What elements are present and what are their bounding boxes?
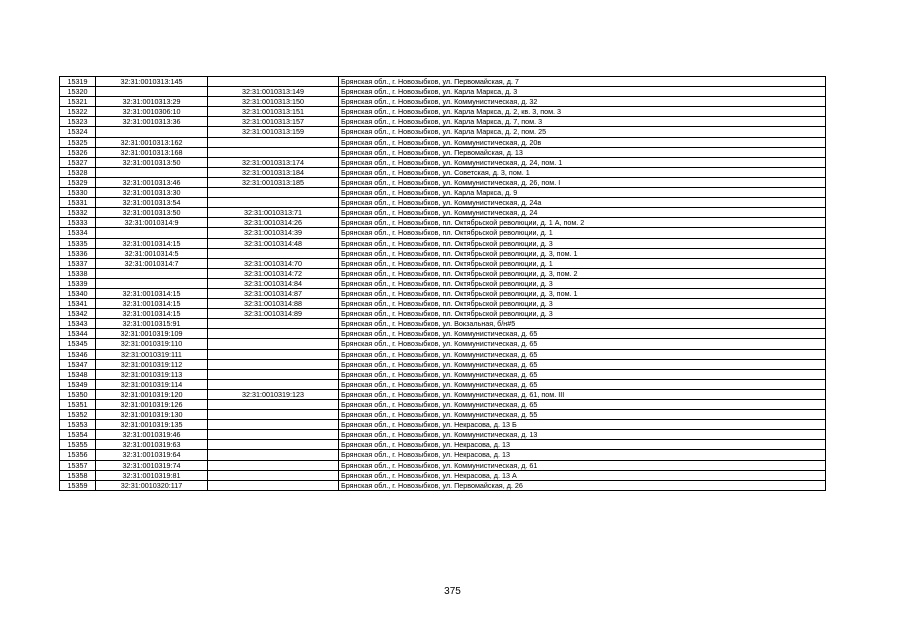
cadastral-number-cell: 32:31:0010319:63 — [96, 440, 208, 450]
address-cell: Брянская обл., г. Новозыбков, ул. Вокзальная, б/н#5 — [339, 319, 826, 329]
address-cell: Брянская обл., г. Новозыбков, ул. Некрасова, д. 13 А — [339, 470, 826, 480]
premises-cadastral-number-cell: 32:31:0010313:159 — [208, 127, 339, 137]
premises-cadastral-number-cell: 32:31:0010314:89 — [208, 309, 339, 319]
cadastral-number-cell: 32:31:0010313:145 — [96, 77, 208, 87]
cadastral-number-cell: 32:31:0010313:50 — [96, 208, 208, 218]
address-cell: Брянская обл., г. Новозыбков, пл. Октябрьской революции, д. 1 — [339, 258, 826, 268]
row-number-cell: 15323 — [60, 117, 96, 127]
table-row — [60, 470, 826, 480]
cadastral-number-cell: 32:31:0010319:113 — [96, 369, 208, 379]
cadastral-number-cell: 32:31:0010313:29 — [96, 97, 208, 107]
row-number-cell: 15321 — [60, 97, 96, 107]
table-row — [60, 379, 826, 389]
table-row — [60, 359, 826, 369]
cadastral-number-cell: 32:31:0010320:117 — [96, 480, 208, 490]
address-cell: Брянская обл., г. Новозыбков, ул. Коммунистическая, д. 61 — [339, 460, 826, 470]
premises-cadastral-number-cell — [208, 400, 339, 410]
table-row — [60, 167, 826, 177]
row-number-cell: 15349 — [60, 379, 96, 389]
cadastral-number-cell: 32:31:0010313:46 — [96, 177, 208, 187]
table-row — [60, 97, 826, 107]
address-cell: Брянская обл., г. Новозыбков, ул. Коммунистическая, д. 26, пом. I — [339, 177, 826, 187]
row-number-cell: 15350 — [60, 389, 96, 399]
table-row — [60, 147, 826, 157]
premises-cadastral-number-cell — [208, 480, 339, 490]
cadastral-number-cell: 32:31:0010319:109 — [96, 329, 208, 339]
address-cell: Брянская обл., г. Новозыбков, ул. Советская, д. 3, пом. 1 — [339, 167, 826, 177]
cadastral-number-cell: 32:31:0010314:7 — [96, 258, 208, 268]
premises-cadastral-number-cell: 32:31:0010314:87 — [208, 288, 339, 298]
row-number-cell: 15326 — [60, 147, 96, 157]
address-cell: Брянская обл., г. Новозыбков, ул. Карла Маркса, д. 9 — [339, 188, 826, 198]
address-cell: Брянская обл., г. Новозыбков, ул. Некрасова, д. 13 Б — [339, 420, 826, 430]
cadastral-number-cell: 32:31:0010314:15 — [96, 238, 208, 248]
premises-cadastral-number-cell: 32:31:0010314:70 — [208, 258, 339, 268]
cadastral-number-cell: 32:31:0010313:54 — [96, 198, 208, 208]
cadastral-number-cell: 32:31:0010319:120 — [96, 389, 208, 399]
cadastral-number-cell — [96, 268, 208, 278]
row-number-cell: 15355 — [60, 440, 96, 450]
row-number-cell: 15329 — [60, 177, 96, 187]
cadastral-number-cell — [96, 127, 208, 137]
premises-cadastral-number-cell: 32:31:0010314:72 — [208, 268, 339, 278]
table-row — [60, 480, 826, 490]
premises-cadastral-number-cell — [208, 77, 339, 87]
table-row — [60, 339, 826, 349]
table-row — [60, 389, 826, 399]
address-cell: Брянская обл., г. Новозыбков, ул. Коммунистическая, д. 65 — [339, 369, 826, 379]
address-cell: Брянская обл., г. Новозыбков, пл. Октябрьской революции, д. 3 — [339, 238, 826, 248]
address-cell: Брянская обл., г. Новозыбков, пл. Октябрьской революции, д. 3 — [339, 278, 826, 288]
row-number-cell: 15332 — [60, 208, 96, 218]
row-number-cell: 15328 — [60, 167, 96, 177]
table-row — [60, 218, 826, 228]
premises-cadastral-number-cell — [208, 379, 339, 389]
cadastral-number-cell — [96, 167, 208, 177]
address-cell: Брянская обл., г. Новозыбков, ул. Карла Маркса, д. 7, пом. 3 — [339, 117, 826, 127]
address-cell: Брянская обл., г. Новозыбков, пл. Октябрьской революции, д. 3 — [339, 299, 826, 309]
row-number-cell: 15324 — [60, 127, 96, 137]
premises-cadastral-number-cell: 32:31:0010313:150 — [208, 97, 339, 107]
premises-cadastral-number-cell — [208, 319, 339, 329]
row-number-cell: 15339 — [60, 278, 96, 288]
cadastral-number-cell: 32:31:0010319:46 — [96, 430, 208, 440]
row-number-cell: 15322 — [60, 107, 96, 117]
premises-cadastral-number-cell: 32:31:0010314:39 — [208, 228, 339, 238]
table-row — [60, 208, 826, 218]
row-number-cell: 15359 — [60, 480, 96, 490]
cadastral-number-cell: 32:31:0010319:126 — [96, 400, 208, 410]
premises-cadastral-number-cell: 32:31:0010313:151 — [208, 107, 339, 117]
address-cell: Брянская обл., г. Новозыбков, ул. Первомайская, д. 7 — [339, 77, 826, 87]
table-row — [60, 258, 826, 268]
table-row — [60, 228, 826, 238]
cadastral-number-cell: 32:31:0010306:10 — [96, 107, 208, 117]
premises-cadastral-number-cell — [208, 420, 339, 430]
premises-cadastral-number-cell — [208, 349, 339, 359]
row-number-cell: 15343 — [60, 319, 96, 329]
table-row — [60, 369, 826, 379]
cadastral-number-cell: 32:31:0010313:168 — [96, 147, 208, 157]
premises-cadastral-number-cell: 32:31:0010313:157 — [208, 117, 339, 127]
table-row — [60, 248, 826, 258]
table-row — [60, 299, 826, 309]
cadastral-number-cell: 32:31:0010314:15 — [96, 309, 208, 319]
address-cell: Брянская обл., г. Новозыбков, ул. Коммунистическая, д. 13 — [339, 430, 826, 440]
table-row — [60, 137, 826, 147]
row-number-cell: 15341 — [60, 299, 96, 309]
cadastral-number-cell: 32:31:0010315:91 — [96, 319, 208, 329]
premises-cadastral-number-cell — [208, 440, 339, 450]
cadastral-number-cell: 32:31:0010319:114 — [96, 379, 208, 389]
row-number-cell: 15338 — [60, 268, 96, 278]
cadastral-number-cell — [96, 228, 208, 238]
address-cell: Брянская обл., г. Новозыбков, пл. Октябрьской революции, д. 1 А, пом. 2 — [339, 218, 826, 228]
table-row — [60, 309, 826, 319]
row-number-cell: 15345 — [60, 339, 96, 349]
premises-cadastral-number-cell: 32:31:0010314:88 — [208, 299, 339, 309]
address-cell: Брянская обл., г. Новозыбков, пл. Октябрьской революции, д. 1 — [339, 228, 826, 238]
row-number-cell: 15340 — [60, 288, 96, 298]
cadastral-number-cell: 32:31:0010314:5 — [96, 248, 208, 258]
table-row — [60, 77, 826, 87]
row-number-cell: 15358 — [60, 470, 96, 480]
row-number-cell: 15344 — [60, 329, 96, 339]
table-row — [60, 288, 826, 298]
premises-cadastral-number-cell: 32:31:0010313:149 — [208, 87, 339, 97]
cadastral-number-cell: 32:31:0010314:15 — [96, 288, 208, 298]
address-cell: Брянская обл., г. Новозыбков, пл. Октябрьской революции, д. 3 — [339, 309, 826, 319]
cadastral-number-cell — [96, 278, 208, 288]
premises-cadastral-number-cell: 32:31:0010319:123 — [208, 389, 339, 399]
premises-cadastral-number-cell — [208, 460, 339, 470]
table-row — [60, 177, 826, 187]
address-cell: Брянская обл., г. Новозыбков, ул. Коммунистическая, д. 65 — [339, 339, 826, 349]
premises-cadastral-number-cell — [208, 198, 339, 208]
address-cell: Брянская обл., г. Новозыбков, ул. Карла Маркса, д. 2, пом. 25 — [339, 127, 826, 137]
row-number-cell: 15342 — [60, 309, 96, 319]
address-cell: Брянская обл., г. Новозыбков, ул. Некрасова, д. 13 — [339, 450, 826, 460]
premises-cadastral-number-cell: 32:31:0010314:84 — [208, 278, 339, 288]
address-cell: Брянская обл., г. Новозыбков, ул. Коммунистическая, д. 20в — [339, 137, 826, 147]
row-number-cell: 15334 — [60, 228, 96, 238]
row-number-cell: 15330 — [60, 188, 96, 198]
cadastral-number-cell: 32:31:0010313:30 — [96, 188, 208, 198]
table-row — [60, 278, 826, 288]
premises-cadastral-number-cell — [208, 369, 339, 379]
address-cell: Брянская обл., г. Новозыбков, ул. Коммунистическая, д. 65 — [339, 329, 826, 339]
address-cell: Брянская обл., г. Новозыбков, ул. Коммунистическая, д. 24 — [339, 208, 826, 218]
row-number-cell: 15333 — [60, 218, 96, 228]
premises-cadastral-number-cell — [208, 339, 339, 349]
row-number-cell: 15337 — [60, 258, 96, 268]
premises-cadastral-number-cell — [208, 430, 339, 440]
row-number-cell: 15351 — [60, 400, 96, 410]
registry-table-body — [60, 77, 826, 491]
row-number-cell: 15348 — [60, 369, 96, 379]
row-number-cell: 15357 — [60, 460, 96, 470]
cadastral-number-cell: 32:31:0010313:162 — [96, 137, 208, 147]
row-number-cell: 15336 — [60, 248, 96, 258]
address-cell: Брянская обл., г. Новозыбков, ул. Коммунистическая, д. 65 — [339, 359, 826, 369]
address-cell: Брянская обл., г. Новозыбков, ул. Первомайская, д. 13 — [339, 147, 826, 157]
address-cell: Брянская обл., г. Новозыбков, ул. Коммунистическая, д. 55 — [339, 410, 826, 420]
row-number-cell: 15356 — [60, 450, 96, 460]
address-cell: Брянская обл., г. Новозыбков, ул. Коммунистическая, д. 32 — [339, 97, 826, 107]
cadastral-number-cell: 32:31:0010319:64 — [96, 450, 208, 460]
address-cell: Брянская обл., г. Новозыбков, пл. Октябрьской революции, д. 3, пом. 2 — [339, 268, 826, 278]
table-row — [60, 430, 826, 440]
address-cell: Брянская обл., г. Новозыбков, пл. Октябрьской революции, д. 3, пом. 1 — [339, 248, 826, 258]
cadastral-number-cell: 32:31:0010314:15 — [96, 299, 208, 309]
cadastral-number-cell: 32:31:0010319:74 — [96, 460, 208, 470]
premises-cadastral-number-cell — [208, 147, 339, 157]
row-number-cell: 15352 — [60, 410, 96, 420]
table-row — [60, 127, 826, 137]
premises-cadastral-number-cell — [208, 329, 339, 339]
table-row — [60, 349, 826, 359]
cadastral-number-cell: 32:31:0010319:81 — [96, 470, 208, 480]
address-cell: Брянская обл., г. Новозыбков, ул. Коммунистическая, д. 65 — [339, 400, 826, 410]
table-row — [60, 410, 826, 420]
row-number-cell: 15319 — [60, 77, 96, 87]
table-row — [60, 319, 826, 329]
address-cell: Брянская обл., г. Новозыбков, ул. Некрасова, д. 13 — [339, 440, 826, 450]
row-number-cell: 15327 — [60, 157, 96, 167]
premises-cadastral-number-cell — [208, 410, 339, 420]
premises-cadastral-number-cell — [208, 137, 339, 147]
table-row — [60, 87, 826, 97]
cadastral-number-cell: 32:31:0010319:112 — [96, 359, 208, 369]
row-number-cell: 15320 — [60, 87, 96, 97]
cadastral-number-cell — [96, 87, 208, 97]
table-row — [60, 268, 826, 278]
table-row — [60, 460, 826, 470]
row-number-cell: 15331 — [60, 198, 96, 208]
address-cell: Брянская обл., г. Новозыбков, пл. Октябрьской революции, д. 3, пом. 1 — [339, 288, 826, 298]
premises-cadastral-number-cell: 32:31:0010313:174 — [208, 157, 339, 167]
address-cell: Брянская обл., г. Новозыбков, ул. Карла Маркса, д. 2, кв. 3, пом. 3 — [339, 107, 826, 117]
premises-cadastral-number-cell: 32:31:0010314:26 — [208, 218, 339, 228]
table-row — [60, 329, 826, 339]
premises-cadastral-number-cell: 32:31:0010313:71 — [208, 208, 339, 218]
table-row — [60, 198, 826, 208]
address-cell: Брянская обл., г. Новозыбков, ул. Коммунистическая, д. 24а — [339, 198, 826, 208]
row-number-cell: 15325 — [60, 137, 96, 147]
cadastral-number-cell: 32:31:0010313:50 — [96, 157, 208, 167]
premises-cadastral-number-cell: 32:31:0010313:184 — [208, 167, 339, 177]
registry-table — [59, 76, 826, 491]
address-cell: Брянская обл., г. Новозыбков, ул. Коммунистическая, д. 65 — [339, 349, 826, 359]
premises-cadastral-number-cell — [208, 248, 339, 258]
table-row — [60, 188, 826, 198]
address-cell: Брянская обл., г. Новозыбков, ул. Коммунистическая, д. 65 — [339, 379, 826, 389]
premises-cadastral-number-cell — [208, 470, 339, 480]
cadastral-number-cell: 32:31:0010313:36 — [96, 117, 208, 127]
table-row — [60, 450, 826, 460]
row-number-cell: 15346 — [60, 349, 96, 359]
table-row — [60, 400, 826, 410]
cadastral-number-cell: 32:31:0010319:130 — [96, 410, 208, 420]
premises-cadastral-number-cell — [208, 188, 339, 198]
table-row — [60, 238, 826, 248]
row-number-cell: 15347 — [60, 359, 96, 369]
table-row — [60, 107, 826, 117]
premises-cadastral-number-cell — [208, 359, 339, 369]
address-cell: Брянская обл., г. Новозыбков, ул. Коммунистическая, д. 24, пом. 1 — [339, 157, 826, 167]
table-row — [60, 157, 826, 167]
address-cell: Брянская обл., г. Новозыбков, ул. Первомайская, д. 26 — [339, 480, 826, 490]
premises-cadastral-number-cell: 32:31:0010314:48 — [208, 238, 339, 248]
address-cell: Брянская обл., г. Новозыбков, ул. Коммунистическая, д. 61, пом. III — [339, 389, 826, 399]
row-number-cell: 15354 — [60, 430, 96, 440]
table-row — [60, 440, 826, 450]
cadastral-number-cell: 32:31:0010319:111 — [96, 349, 208, 359]
page-number: 375 — [444, 586, 461, 597]
premises-cadastral-number-cell — [208, 450, 339, 460]
cadastral-number-cell: 32:31:0010319:110 — [96, 339, 208, 349]
row-number-cell: 15353 — [60, 420, 96, 430]
table-row — [60, 117, 826, 127]
cadastral-number-cell: 32:31:0010319:135 — [96, 420, 208, 430]
premises-cadastral-number-cell: 32:31:0010313:185 — [208, 177, 339, 187]
row-number-cell: 15335 — [60, 238, 96, 248]
cadastral-number-cell: 32:31:0010314:9 — [96, 218, 208, 228]
table-row — [60, 420, 826, 430]
address-cell: Брянская обл., г. Новозыбков, ул. Карла Маркса, д. 3 — [339, 87, 826, 97]
